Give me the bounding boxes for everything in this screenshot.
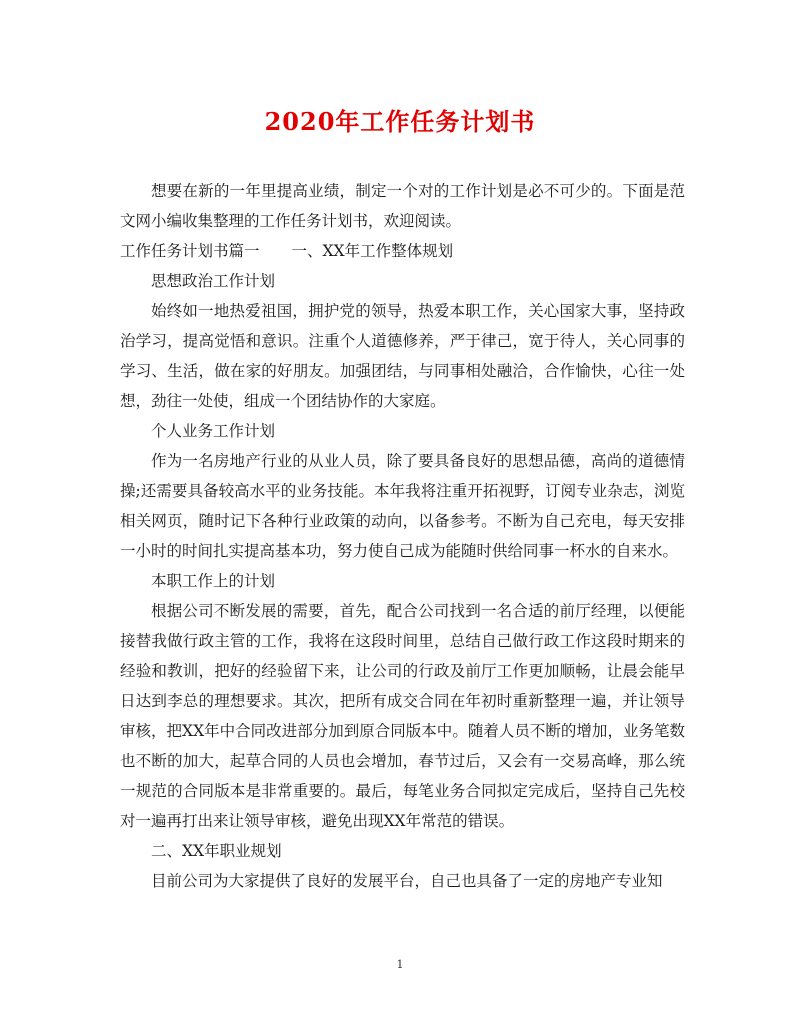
paragraph-career-plan: 目前公司为大家提供了良好的发展平台，自己也具备了一定的房地产专业知 <box>151 872 663 890</box>
heading-career-plan: 二、XX年职业规划 <box>151 842 282 860</box>
paragraph-personal-business: 作为一名房地产行业的从业人员，除了要具备良好的思想品德，高尚的道德情操;还需要具备较高水平的业务技能。本年我将注重开拓视野，订阅专业杂志，浏览相关网页，随时记下各种行业政策的动向，以备参考。不断为自己充电，每天安排一小时的时间扎实提高基本功，努力使自己成为能随时供给同事一杯水的自来水。 <box>120 452 685 560</box>
page-number: 1 <box>396 958 404 971</box>
document-title: 2020年工作任务计划书 <box>264 107 536 136</box>
heading-job-plan: 本职工作上的计划 <box>151 572 276 590</box>
intro-paragraph: 想要在新的一年里提高业绩，制定一个对的工作计划是必不可少的。下面是范文网小编收集整理的工作任务计划书，欢迎阅读。 <box>120 182 685 230</box>
section-line <box>120 236 685 266</box>
document-body <box>120 176 685 896</box>
section-title: 工作任务计划书篇一 <box>120 242 260 260</box>
heading-political-work: 思想政治工作计划 <box>151 272 276 290</box>
paragraph-political-work: 始终如一地热爱祖国，拥护党的领导，热爱本职工作，关心国家大事，坚持政治学习，提高觉悟和意识。注重个人道德修养，严于律己，宽于待人，关心同事的学习、生活，做在家的好朋友。加强团结，与同事相处融洽，合作愉快，心往一处想，劲往一处使，组成一个团结协作的大家庭。 <box>120 302 685 410</box>
paragraph-job-plan: 根据公司不断发展的需要，首先，配合公司找到一名合适的前厅经理，以便能接替我做行政主管的工作，我将在这段时间里，总结自己做行政工作这段时期来的经验和教训，把好的经验留下来，让公司的行政及前厅工作更加顺畅，让晨会能早日达到李总的理想要求。其次，把所有成交合同在年初时重新整理一遍，并让领导审核，把XX年中合同改进部分加到原合同版本中。随着人员不断的增加，业务笔数也不断的加大，起草合同的人员也会增加，春节过后，又会有一交易高峰，那么统一规范的合同版本是非常重要的。最后，每笔业务合同拟定完成后，坚持自己先校对一遍再打出来让领导审核，避免出现XX年常范的错误。 <box>120 602 685 830</box>
heading-personal-business: 个人业务工作计划 <box>151 422 276 440</box>
section-subtitle: 一、XX年工作整体规划 <box>291 242 454 260</box>
